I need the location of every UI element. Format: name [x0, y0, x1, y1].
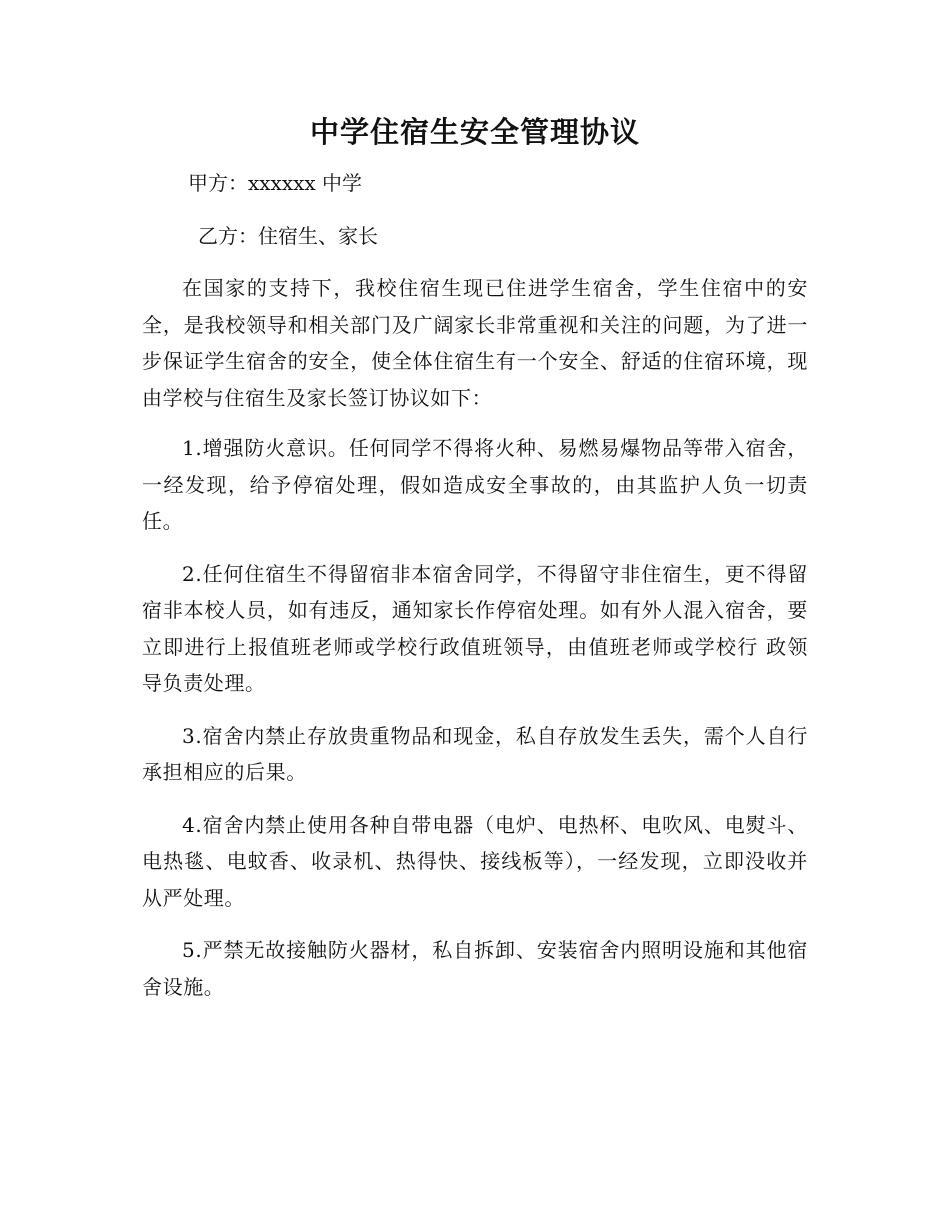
document-title: 中学住宿生安全管理协议 — [309, 115, 640, 149]
clause-5: 5.严禁无故接触防火器材，私自拆卸、安装宿舍内照明设施和其他宿舍设施。 — [142, 938, 808, 999]
clause-4: 4.宿舍内禁止使用各种自带电器（电炉、电热杯、电吹风、电熨斗、电热毯、电蚊香、收录机、热得快、接线板等），一经发现，立即没收并从严处理。 — [142, 812, 808, 910]
clause-2: 2.任何住宿生不得留宿非本宿舍同学，不得留守非住宿生，更不得留宿非本校人员，如有违反，通知家长作停宿处理。如有外人混入宿舍，要立即进行上报值班老师或学校行政值班领导，由值班老师或学校行 政领导负责处理。 — [142, 561, 808, 695]
clause-1: 1.增强防火意识。任何同学不得将火种、易燃易爆物品等带入宿舍，一经发现，给予停宿处理，假如造成安全事故的，由其监护人负一切责任。 — [142, 436, 808, 533]
intro-paragraph: 在国家的支持下，我校住宿生现已住进学生宿舍，学生住宿中的安全，是我校领导和相关部门及广阔家长非常重视和关注的问题，为了进一步保证学生宿舍的安全，使全体住宿生有一个安全、舒适的住宿环境，现由学校与住宿生及家长签订协议如下： — [142, 276, 808, 410]
clause-3: 3.宿舍内禁止存放贵重物品和现金，私自存放发生丢失，需个人自行承担相应的后果。 — [142, 723, 808, 784]
document-body — [142, 270, 808, 1021]
party-a: 甲方：xxxxxx 中学 — [188, 171, 363, 195]
party-b: 乙方：住宿生、家长 — [198, 224, 378, 248]
